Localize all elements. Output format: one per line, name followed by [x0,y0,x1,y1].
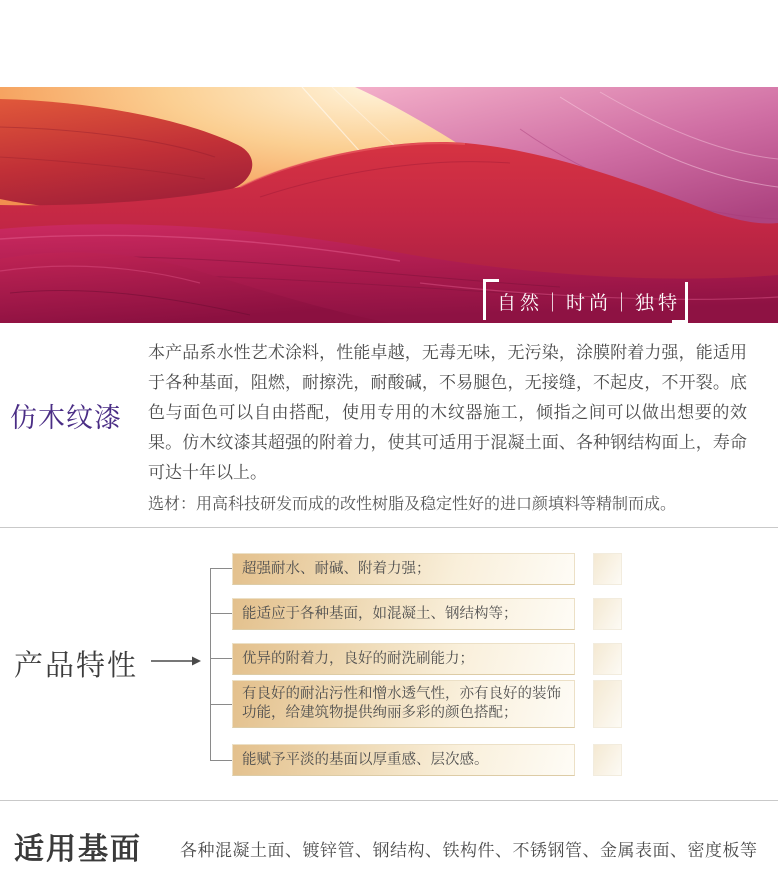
substrates-heading: 适用基面 [14,833,142,866]
feature-echo-decoration [593,680,622,728]
divider [0,800,778,801]
feature-item-label: 能适应于各种基面，如混凝土、钢结构等； [242,605,518,622]
product-description: 本产品系水性艺术涂料，性能卓越，无毒无味，无污染，涂膜附着力强，能适用于各种基面，阻燃，耐擦洗，耐酸碱，不易腿色，无接缝，不起皮，不开裂。底色与面色可以自由搭配，使用专用的木纹器施工，倾指之间可以做出想要的效果。仿木纹漆其超强的附着力，使其可适用于混凝土面、各种钢结构面上，寿命可达十年以上。 [148,343,747,482]
material-note: 选材：用高科技研发而成的改性树脂及稳定性好的进口颜填料等精制而成。 [148,496,677,513]
feature-tree-branch [210,760,232,761]
feature-echo-decoration [593,643,622,675]
divider [0,527,778,528]
feature-tree-connector [210,568,211,761]
feature-item [232,598,575,630]
feature-item [232,643,575,675]
feature-item [232,680,575,728]
features-heading: 产品特性 [14,650,139,682]
product-title: 仿木纹漆 [10,403,122,433]
hero-image [0,87,778,323]
hero-slogan-text: 自然｜时尚｜独特 [497,293,682,314]
feature-item-label: 优异的附着力，良好的耐洗刷能力； [242,650,474,667]
feature-echo-decoration [593,553,622,585]
feature-item-label: 能赋予平淡的基面以厚重感、层次感。 [242,751,489,768]
hero-slogan [483,279,688,323]
feature-item [232,553,575,585]
feature-tree-branch [210,568,232,569]
feature-tree-branch [210,613,232,614]
feature-item-label: 有良好的耐沾污性和憎水透气性，亦有良好的装饰功能，给建筑物提供绚丽多彩的颜色搭配； [242,686,561,721]
feature-item-label: 超强耐水、耐碱、附着力强； [242,560,431,577]
feature-item [232,744,575,776]
feature-tree-branch [210,704,232,705]
feature-tree-branch [210,658,232,659]
feature-echo-decoration [593,744,622,776]
substrates-list: 各种混凝土面、镀锌管、钢结构、铁构件、不锈钢管、金属表面、密度板等 [180,841,758,860]
feature-echo-decoration [593,598,622,630]
arrow-right-icon [150,655,202,667]
